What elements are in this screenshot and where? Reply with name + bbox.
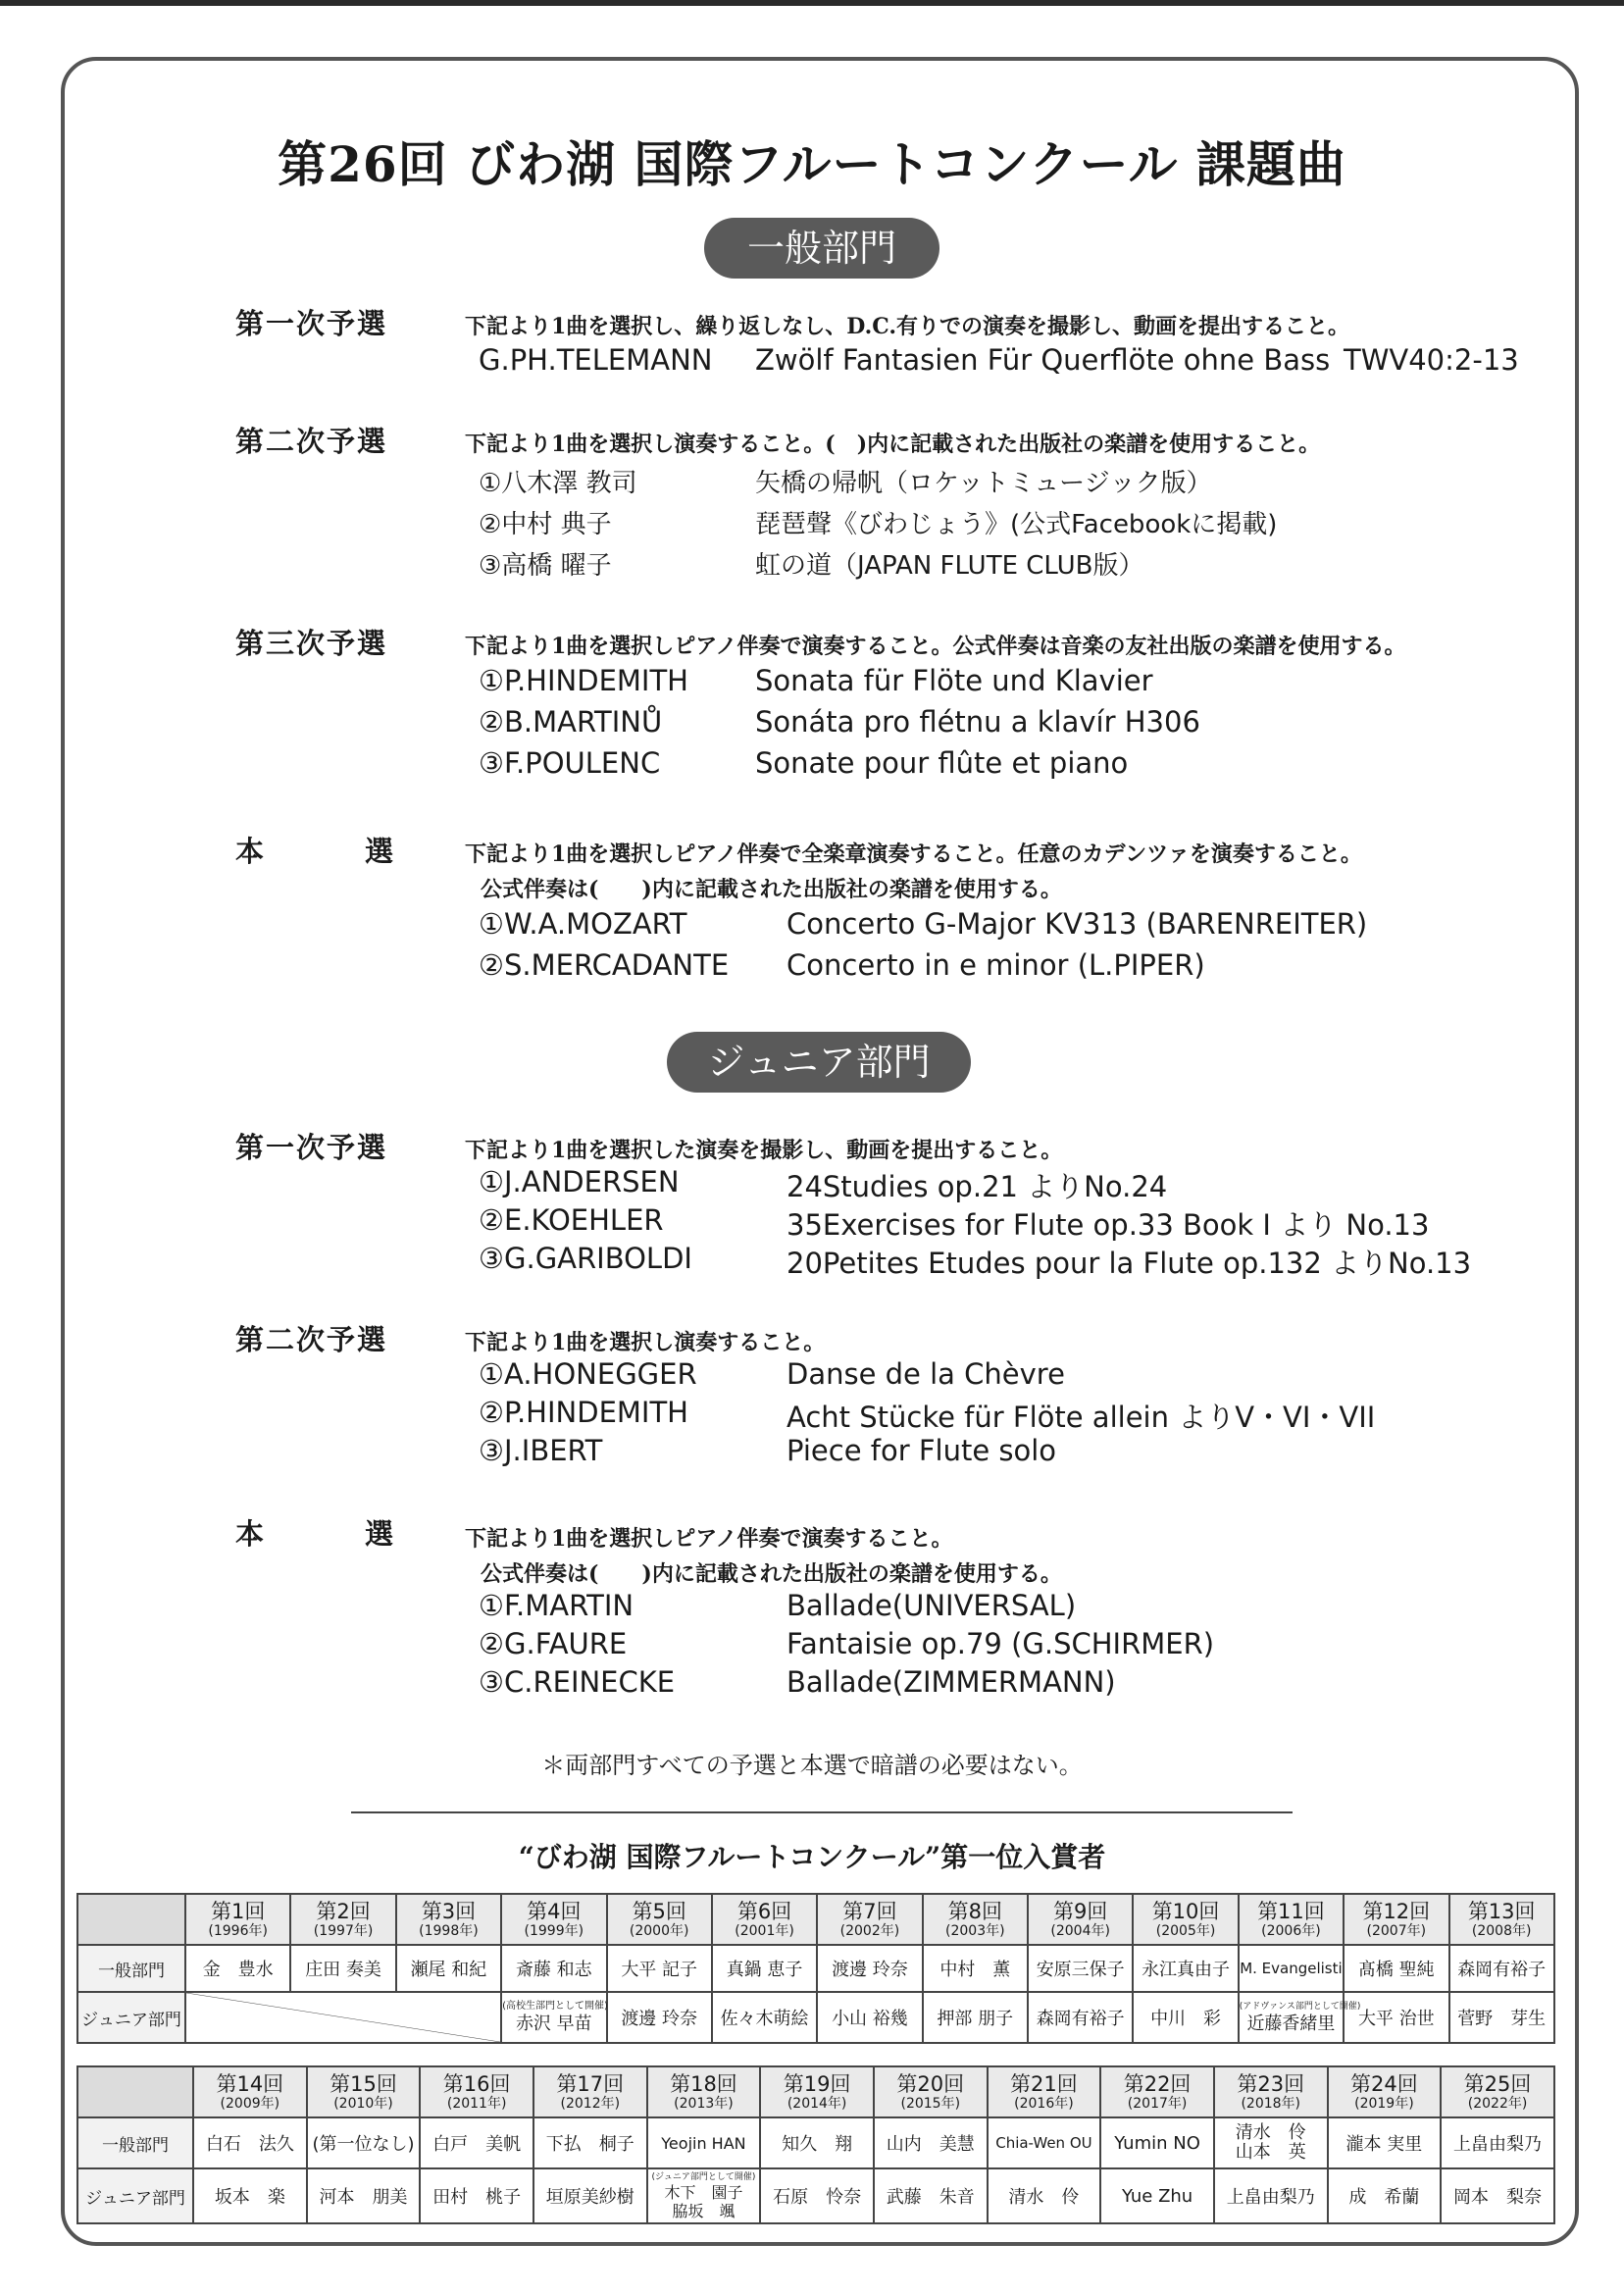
junior-round1-instruction: 下記より1曲を選択した演奏を撮影し、動画を提出すること。: [465, 1138, 1063, 1163]
junior-final-label-1: 本: [235, 1517, 267, 1551]
junior-final-instruction: 下記より1曲を選択しピアノ伴奏で演奏すること。: [465, 1526, 953, 1552]
table1-general-winner: 金 豊水: [185, 1945, 290, 1992]
table2-general-winner: 上畠由梨乃: [1441, 2117, 1554, 2168]
general-round2-composer-2: ②中村 典子: [479, 510, 612, 539]
junior-round2-instruction: 下記より1曲を選択し演奏すること。: [465, 1330, 826, 1355]
table1-junior-not-held: [185, 1992, 501, 2043]
general-round3-instruction: 下記より1曲を選択しピアノ伴奏で演奏すること。公式伴奏は音楽の友社出版の楽譜を使用する。: [465, 634, 1406, 659]
winners-table-2: [76, 2065, 1555, 2224]
table1-edition: 第9回 (2004年): [1028, 1894, 1133, 1945]
table1-junior-winner: 小山 裕幾: [817, 1992, 922, 2043]
table2-junior-winner: 石原 怜奈: [760, 2168, 874, 2223]
table2-junior-winner: (ジュニア部門として開催) 木下 園子 脇坂 颯: [647, 2168, 761, 2223]
table1-edition: 第6回 (2001年): [712, 1894, 817, 1945]
table2-general-winner: 下払 桐子: [533, 2117, 647, 2168]
general-round3-composer-3: ③F.POULENC: [479, 746, 661, 780]
general-round2-work-1: 矢橋の帰帆（ロケットミュージック版）: [755, 469, 1212, 498]
general-final-composer-2: ②S.MERCADANTE: [479, 948, 730, 982]
general-round1-label: 第一次予選: [235, 307, 388, 340]
general-final-work-2: Concerto in e minor (L.PIPER): [787, 948, 1205, 982]
table1-general-winner: 斎藤 和志: [501, 1945, 606, 1992]
general-round1-work: Zwölf Fantasien Für Querflöte ohne Bass: [755, 343, 1331, 377]
table1-junior-winner: (アドヴァンス部門として開催) 近藤香緒里: [1239, 1992, 1344, 2043]
table1-edition: 第3回 (1998年): [396, 1894, 501, 1945]
table1-edition: 第5回 (2000年): [607, 1894, 712, 1945]
table2-general-winner: 知久 翔: [760, 2117, 874, 2168]
general-final-instruction: 下記より1曲を選択しピアノ伴奏で全楽章演奏すること。任意のカデンツァを演奏すること。: [465, 841, 1362, 867]
junior-round2-work-2: Acht Stücke für Flöte allein よりV・VI・VII: [787, 1401, 1376, 1434]
general-round2-work-2: 琵琶聲《びわじょう》(公式Facebookに掲載): [755, 510, 1278, 539]
table2-junior-winner: Yue Zhu: [1100, 2168, 1214, 2223]
table1-general-row: [77, 1945, 1554, 1992]
table1-general-winner: 瀬尾 和紀: [396, 1945, 501, 1992]
table2-general-winner: Yumin NO: [1100, 2117, 1214, 2168]
table1-junior-winner: 中川 彩: [1133, 1992, 1238, 2043]
table1-general-winner: 渡邊 玲奈: [817, 1945, 922, 1992]
table1-junior-winner: 渡邊 玲奈: [607, 1992, 712, 2043]
table2-general-winner: 白石 法久: [193, 2117, 307, 2168]
general-round3-work-2: Sonáta pro flétnu a klavír H306: [755, 705, 1200, 739]
general-final-composer-1: ①W.A.MOZART: [479, 907, 687, 941]
table2-corner: [77, 2066, 193, 2117]
junior-round2-composer-1: ①A.HONEGGER: [479, 1357, 697, 1391]
memorization-note: ＊両部門すべての予選と本選で暗譜の必要はない。: [541, 1752, 1083, 1779]
junior-round2-composer-2: ②P.HINDEMITH: [479, 1396, 688, 1429]
table2-edition: 第16回 (2011年): [420, 2066, 533, 2117]
table2-row-label-junior: ジュニア部門: [77, 2168, 193, 2223]
table2-edition: 第18回 (2013年): [647, 2066, 761, 2117]
junior-round1-work-3: 20Petites Etudes pour la Flute op.132 よりNo.13: [787, 1247, 1472, 1280]
table1-general-winner: 中村 薫: [923, 1945, 1028, 1992]
table1-edition: 第13回 (2008年): [1449, 1894, 1554, 1945]
table1-edition: 第12回 (2007年): [1344, 1894, 1448, 1945]
junior-final-composer-3: ③C.REINECKE: [479, 1665, 676, 1699]
junior-round1-label: 第一次予選: [235, 1131, 388, 1164]
table2-junior-winner: 上畠由梨乃: [1214, 2168, 1328, 2223]
general-division-badge: 一般部門: [704, 218, 939, 279]
top-border-line: [0, 0, 1624, 6]
table1-general-winner: 庄田 奏美: [290, 1945, 395, 1992]
table1-junior-winner: 押部 朋子: [923, 1992, 1028, 2043]
table1-general-winner: 真鍋 恵子: [712, 1945, 817, 1992]
junior-round1-work-1: 24Studies op.21 よりNo.24: [787, 1170, 1168, 1203]
junior-round1-composer-2: ②E.KOEHLER: [479, 1203, 664, 1237]
table1-general-winner: 髙橋 聖純: [1344, 1945, 1448, 1992]
table1-general-winner: 安原三保子: [1028, 1945, 1133, 1992]
general-round3-label: 第三次予選: [235, 627, 388, 660]
general-round2-composer-3: ③高橋 曜子: [479, 551, 612, 581]
general-round1-catalog: TWV40:2-13: [1344, 343, 1519, 377]
table2-junior-winner: 成 希蘭: [1328, 2168, 1442, 2223]
table1-edition: 第10回 (2005年): [1133, 1894, 1238, 1945]
winners-title: “びわ湖 国際フルートコンクール”第一位入賞者: [518, 1841, 1106, 1873]
junior-final-work-1: Ballade(UNIVERSAL): [787, 1589, 1077, 1622]
table2-edition: 第19回 (2014年): [760, 2066, 874, 2117]
table1-junior-winner: 佐々木萌絵: [712, 1992, 817, 2043]
table2-edition: 第15回 (2010年): [307, 2066, 421, 2117]
junior-round2-work-3: Piece for Flute solo: [787, 1434, 1057, 1467]
table1-edition: 第4回 (1999年): [501, 1894, 606, 1945]
junior-round1-composer-3: ③G.GARIBOLDI: [479, 1242, 692, 1275]
general-round1-instruction: 下記より1曲を選択し、繰り返しなし、D.C.有りでの演奏を撮影し、動画を提出すること。: [465, 314, 1350, 339]
table1-junior-winner: 大平 治世: [1344, 1992, 1448, 2043]
table2-general-winner: 山内 美慧: [874, 2117, 988, 2168]
table1-row-label-general: 一般部門: [77, 1945, 185, 1992]
table1-junior-winner: 菅野 芽生: [1449, 1992, 1554, 2043]
junior-round2-label: 第二次予選: [235, 1323, 388, 1356]
general-round2-composer-1: ①八木澤 教司: [479, 469, 637, 498]
table1-general-winner: M. Evangelisti: [1239, 1945, 1344, 1992]
table1-junior-row: [77, 1992, 1554, 2043]
general-final-label-1: 本: [235, 835, 267, 868]
junior-final-work-2: Fantaisie op.79 (G.SCHIRMER): [787, 1627, 1215, 1660]
table2-junior-winner: 垣原美紗樹: [533, 2168, 647, 2223]
table2-junior-winner: 清水 伶: [988, 2168, 1101, 2223]
junior-round1-composer-1: ①J.ANDERSEN: [479, 1165, 680, 1198]
table1-junior-winner: 森岡有裕子: [1028, 1992, 1133, 2043]
table2-general-winner: 白戸 美帆: [420, 2117, 533, 2168]
table1-header-row: [77, 1894, 1554, 1945]
junior-final-work-3: Ballade(ZIMMERMANN): [787, 1665, 1116, 1699]
general-round3-composer-1: ①P.HINDEMITH: [479, 664, 688, 697]
table2-edition: 第14回 (2009年): [193, 2066, 307, 2117]
table1-edition: 第2回 (1997年): [290, 1894, 395, 1945]
table1-general-winner: 大平 記子: [607, 1945, 712, 1992]
table2-general-winner: 瀧本 実里: [1328, 2117, 1442, 2168]
table2-general-winner: Yeojin HAN: [647, 2117, 761, 2168]
table2-junior-row: [77, 2168, 1554, 2223]
table1-general-winner: 森岡有裕子: [1449, 1945, 1554, 1992]
table1-corner: [77, 1894, 185, 1945]
table2-edition: 第25回 (2022年): [1441, 2066, 1554, 2117]
table2-junior-winner: 田村 桃子: [420, 2168, 533, 2223]
table2-edition: 第24回 (2019年): [1328, 2066, 1442, 2117]
table1-edition: 第7回 (2002年): [817, 1894, 922, 1945]
table2-edition: 第22回 (2017年): [1100, 2066, 1214, 2117]
table2-general-winner: 清水 伶 山本 英: [1214, 2117, 1328, 2168]
general-round3-composer-2: ②B.MARTINŮ: [479, 705, 663, 739]
table2-general-row: [77, 2117, 1554, 2168]
junior-final-label-2: 選: [365, 1517, 396, 1551]
junior-final-composer-1: ①F.MARTIN: [479, 1589, 634, 1622]
table2-junior-winner: 坂本 楽: [193, 2168, 307, 2223]
table1-edition: 第8回 (2003年): [923, 1894, 1028, 1945]
general-round3-work-1: Sonata für Flöte und Klavier: [755, 664, 1153, 697]
table2-junior-winner: 武藤 朱音: [874, 2168, 988, 2223]
table2-header-row: [77, 2066, 1554, 2117]
table1-general-winner: 永江真由子: [1133, 1945, 1238, 1992]
general-final-work-1: Concerto G-Major KV313 (BARENREITER): [787, 907, 1368, 941]
general-round3-work-3: Sonate pour flûte et piano: [755, 746, 1129, 780]
table1-edition: 第11回 (2006年): [1239, 1894, 1344, 1945]
general-round2-label: 第二次予選: [235, 425, 388, 458]
junior-round2-work-1: Danse de la Chèvre: [787, 1357, 1065, 1391]
winners-table-1: [76, 1893, 1555, 2044]
table1-row-label-junior: ジュニア部門: [77, 1992, 185, 2043]
section-divider: [351, 1811, 1293, 1813]
junior-division-badge: ジュニア部門: [667, 1032, 971, 1093]
general-round2-instruction: 下記より1曲を選択し演奏すること。( )内に記載された出版社の楽譜を使用すること。: [465, 432, 1321, 457]
junior-round2-composer-3: ③J.IBERT: [479, 1434, 603, 1467]
general-round1-composer: G.PH.TELEMANN: [479, 343, 713, 377]
junior-round1-work-2: 35Exercises for Flute op.33 Book I より No.13: [787, 1208, 1430, 1242]
table1-junior-winner: (高校生部門として開催) 赤沢 早苗: [501, 1992, 606, 2043]
general-final-instruction2: 公式伴奏は( )内に記載された出版社の楽譜を使用する。: [481, 877, 1062, 902]
table2-general-winner: Chia-Wen OU: [988, 2117, 1101, 2168]
table2-junior-winner: 岡本 梨奈: [1441, 2168, 1554, 2223]
table2-general-winner: (第一位なし): [307, 2117, 421, 2168]
table2-edition: 第20回 (2015年): [874, 2066, 988, 2117]
table2-junior-winner: 河本 朋美: [307, 2168, 421, 2223]
table2-row-label-general: 一般部門: [77, 2117, 193, 2168]
general-final-label-2: 選: [365, 835, 396, 868]
table1-edition: 第1回 (1996年): [185, 1894, 290, 1945]
table2-edition: 第17回 (2012年): [533, 2066, 647, 2117]
general-round2-work-3: 虹の道（JAPAN FLUTE CLUB版）: [755, 551, 1144, 581]
junior-final-instruction2: 公式伴奏は( )内に記載された出版社の楽譜を使用する。: [481, 1561, 1062, 1587]
page-title: 第26回 びわ湖 国際フルートコンクール 課題曲: [278, 135, 1346, 193]
table2-edition: 第23回 (2018年): [1214, 2066, 1328, 2117]
junior-final-composer-2: ②G.FAURE: [479, 1627, 628, 1660]
table2-edition: 第21回 (2016年): [988, 2066, 1101, 2117]
